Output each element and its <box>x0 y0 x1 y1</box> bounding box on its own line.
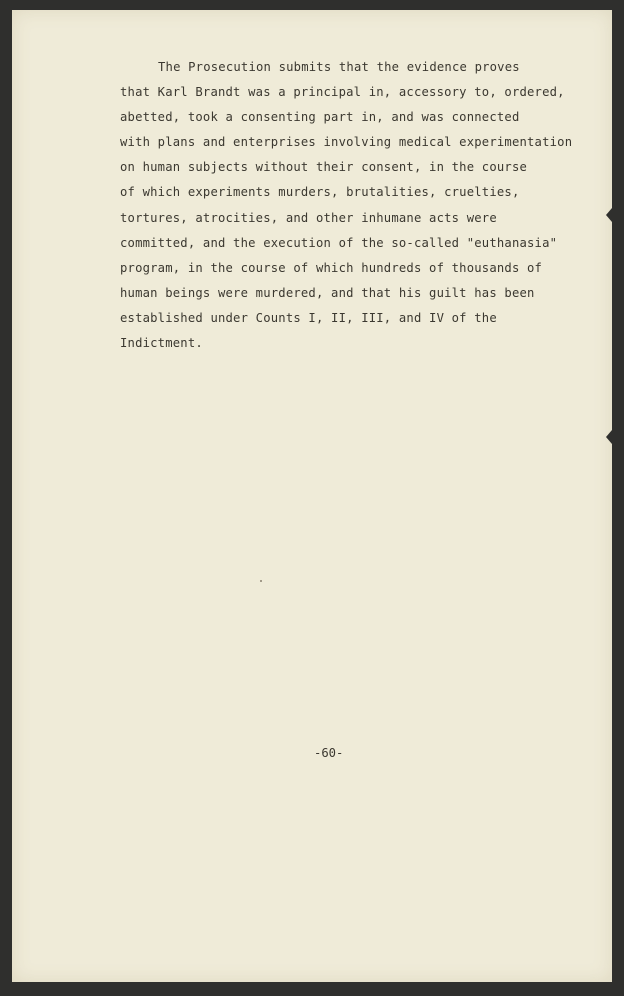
body-paragraph <box>120 55 590 356</box>
paragraph-line: tortures, atrocities, and other inhumane acts were <box>120 210 497 225</box>
paragraph-line: that Karl Brandt was a principal in, accessory to, ordered, <box>120 85 565 100</box>
paragraph-line: Indictment. <box>120 336 203 351</box>
paragraph-line: on human subjects without their consent, in the course <box>120 160 528 175</box>
paragraph-line: abetted, took a consenting part in, and was connected <box>120 110 520 125</box>
page-number: -60- <box>314 746 344 760</box>
edge-tear <box>606 430 612 444</box>
document-page <box>12 10 612 982</box>
paper-speck <box>260 580 262 582</box>
paragraph-line: established under Counts I, II, III, and IV of the <box>120 310 497 325</box>
paragraph-line: committed, and the execution of the so-called "euthanasia" <box>120 235 558 250</box>
paragraph-line: human beings were murdered, and that his guilt has been <box>120 285 535 300</box>
paragraph-line: The Prosecution submits that the evidence proves <box>158 60 520 74</box>
paragraph-line: of which experiments murders, brutalities, cruelties, <box>120 185 520 200</box>
paragraph-line: with plans and enterprises involving medical experimentation <box>120 135 573 150</box>
edge-tear <box>606 208 612 222</box>
paragraph-line: program, in the course of which hundreds of thousands of <box>120 260 543 275</box>
